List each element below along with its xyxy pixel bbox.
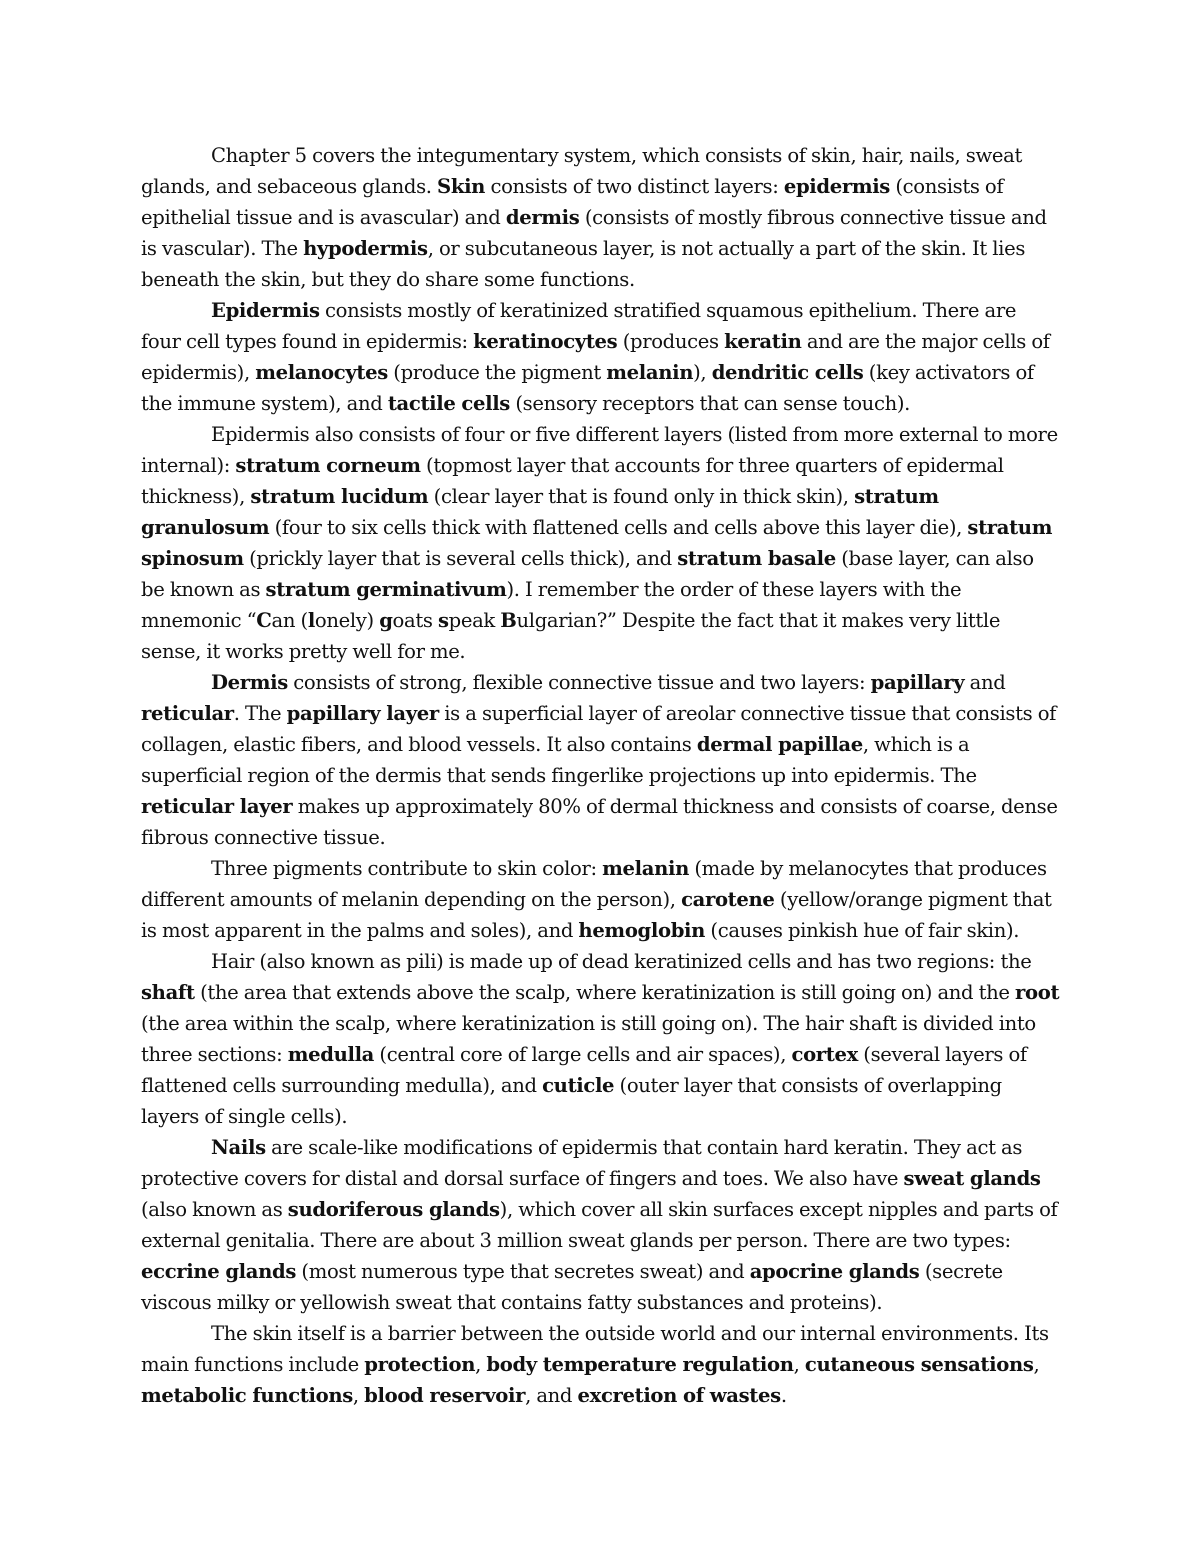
text-run: (consists of epithelial tissue and is avascular) and: [141, 175, 1004, 229]
text-run: onely): [314, 609, 380, 632]
text-run: consists of two distinct layers:: [485, 175, 784, 198]
bold-term: Epidermis: [211, 299, 320, 322]
text-run: Chapter 5 covers the integumentary system, which consists of skin, hair, nails, sweat glands, and sebaceous glands.: [141, 144, 1022, 198]
text-run: (prickly layer that is several cells thick), and: [243, 547, 678, 570]
text-run: .: [780, 1384, 787, 1407]
paragraph-dermis: [141, 667, 1061, 853]
paragraph-integumentary-overview: [141, 140, 1061, 295]
text-run: (sensory receptors that can sense touch).: [509, 392, 911, 415]
bold-term: excretion of wastes: [577, 1384, 781, 1407]
bold-term: stratum spinosum: [141, 516, 1053, 570]
bold-term: root: [1015, 981, 1060, 1004]
text-run: , and: [525, 1384, 578, 1407]
text-run: (topmost layer that accounts for three quarters of epidermal thickness),: [141, 454, 1004, 508]
document-page: [141, 140, 1061, 1411]
text-run: The skin itself is a barrier between the outside world and our internal environments. Its main functions include: [141, 1322, 1049, 1376]
text-run: (produces: [617, 330, 725, 353]
text-run: makes up approximately 80% of dermal thickness and consists of coarse, dense fibrous connective tissue.: [141, 795, 1058, 849]
bold-term: keratin: [724, 330, 802, 353]
text-run: consists mostly of keratinized stratified squamous epithelium. There are four cell types found in epidermis:: [141, 299, 1017, 353]
text-run: (most numerous type that secretes sweat) and: [296, 1260, 750, 1283]
bold-term: Nails: [211, 1136, 266, 1159]
text-run: oats: [392, 609, 438, 632]
text-run: (the area that extends above the scalp, where keratinization is still going on) and the: [194, 981, 1016, 1004]
text-run: are scale-like modifications of epidermis that contain hard keratin. They act as protective covers for distal and dorsal surface of fingers and toes. We also have: [141, 1136, 1023, 1190]
bold-term: g: [379, 609, 393, 632]
text-run: consists of strong, flexible connective tissue and two layers:: [287, 671, 871, 694]
bold-term: melanin: [606, 361, 694, 384]
bold-term: blood reservoir: [364, 1384, 526, 1407]
text-run: (clear layer that is found only in thick skin),: [428, 485, 855, 508]
bold-term: stratum corneum: [235, 454, 421, 477]
text-run: and are the major cells of epidermis),: [141, 330, 1050, 384]
bold-term: dermis: [505, 206, 580, 229]
bold-term: eccrine glands: [141, 1260, 297, 1283]
text-run: (four to six cells thick with flattened cells and cells above this layer die),: [269, 516, 968, 539]
paragraph-skin-functions: [141, 1318, 1061, 1411]
bold-term: keratinocytes: [473, 330, 618, 353]
text-run: ,: [793, 1353, 805, 1376]
bold-term: papillary layer: [286, 702, 439, 725]
text-run: ). I remember the order of these layers with the mnemonic “: [141, 578, 962, 632]
bold-term: epidermis: [783, 175, 890, 198]
paragraph-epidermis-cell-types: [141, 295, 1061, 419]
text-run: ), which cover all skin surfaces except nipples and parts of external genitalia. There are about 3 million sweat glands per person. There are two types:: [141, 1198, 1058, 1252]
text-run: (base layer, can also be known as: [141, 547, 1034, 601]
bold-term: cortex: [791, 1043, 858, 1066]
text-run: (the area within the scalp, where keratinization is still going on). The hair shaft is divided into three sections:: [141, 1012, 1036, 1066]
text-run: (yellow/orange pigment that is most apparent in the palms and soles), and: [141, 888, 1052, 942]
text-run: (causes pinkish hue of fair skin).: [705, 919, 1020, 942]
bold-term: medulla: [287, 1043, 375, 1066]
paragraph-skin-pigments: [141, 853, 1061, 946]
text-run: (consists of mostly fibrous connective tissue and is vascular). The: [141, 206, 1047, 260]
bold-term: tactile cells: [387, 392, 510, 415]
text-run: is a superficial layer of areolar connective tissue that consists of collagen, elastic fibers, and blood vessels. It also contains: [141, 702, 1057, 756]
bold-term: s: [437, 609, 449, 632]
bold-term: stratum basale: [677, 547, 836, 570]
paragraph-nails-and-glands: [141, 1132, 1061, 1318]
bold-term: sweat glands: [903, 1167, 1041, 1190]
text-run: ),: [693, 361, 712, 384]
text-run: Hair (also known as pili) is made up of dead keratinized cells and has two regions: the: [211, 950, 1032, 973]
bold-term: reticular layer: [141, 795, 293, 818]
bold-term: melanocytes: [255, 361, 388, 384]
bold-term: B: [500, 609, 517, 632]
bold-term: Skin: [437, 175, 486, 198]
bold-term: shaft: [141, 981, 195, 1004]
text-run: (key activators of the immune system), and: [141, 361, 1034, 415]
bold-term: C: [256, 609, 272, 632]
bold-term: cuticle: [542, 1074, 615, 1097]
bold-term: metabolic functions: [141, 1384, 353, 1407]
bold-term: reticular: [141, 702, 234, 725]
text-run: (also known as: [141, 1198, 288, 1221]
bold-term: l: [307, 609, 315, 632]
text-run: (produce the pigment: [387, 361, 607, 384]
text-run: Three pigments contribute to skin color:: [211, 857, 603, 880]
text-run: an (: [271, 609, 308, 632]
text-run: , which is a superficial region of the dermis that sends fingerlike projections up into epidermis. The: [141, 733, 977, 787]
text-run: . The: [233, 702, 287, 725]
bold-term: apocrine glands: [749, 1260, 920, 1283]
bold-term: Dermis: [211, 671, 288, 694]
bold-term: stratum lucidum: [250, 485, 429, 508]
bold-term: papillary: [870, 671, 965, 694]
text-run: ,: [1033, 1353, 1040, 1376]
bold-term: stratum germinativum: [265, 578, 507, 601]
text-run: (several layers of flattened cells surrounding medulla), and: [141, 1043, 1027, 1097]
text-run: (secrete viscous milky or yellowish sweat that contains fatty substances and proteins).: [141, 1260, 1003, 1314]
bold-term: hypodermis: [303, 237, 428, 260]
text-run: ulgarian?” Despite the fact that it makes very little sense, it works pretty well for me.: [141, 609, 1001, 663]
text-run: (central core of large cells and air spaces),: [374, 1043, 792, 1066]
bold-term: stratum granulosum: [141, 485, 939, 539]
text-run: peak: [448, 609, 501, 632]
text-run: , or subcutaneous layer, is not actually a part of the skin. It lies beneath the skin, but they do share some functions.: [141, 237, 1026, 291]
bold-term: protection: [364, 1353, 476, 1376]
bold-term: melanin: [602, 857, 689, 880]
text-run: ,: [352, 1384, 365, 1407]
text-run: (made by melanocytes that produces different amounts of melanin depending on the person),: [141, 857, 1047, 911]
bold-term: cutaneous sensations: [804, 1353, 1034, 1376]
bold-term: carotene: [681, 888, 775, 911]
text-run: (outer layer that consists of overlapping layers of single cells).: [141, 1074, 1002, 1128]
text-run: ,: [475, 1353, 487, 1376]
bold-term: sudoriferous glands: [287, 1198, 500, 1221]
bold-term: hemoglobin: [578, 919, 706, 942]
bold-term: dendritic cells: [711, 361, 864, 384]
paragraph-hair: [141, 946, 1061, 1132]
paragraph-epidermis-layers: [141, 419, 1061, 667]
bold-term: dermal papillae: [696, 733, 863, 756]
text-run: Epidermis also consists of four or five different layers (listed from more external to more internal):: [141, 423, 1058, 477]
text-run: and: [964, 671, 1006, 694]
bold-term: body temperature regulation: [486, 1353, 794, 1376]
